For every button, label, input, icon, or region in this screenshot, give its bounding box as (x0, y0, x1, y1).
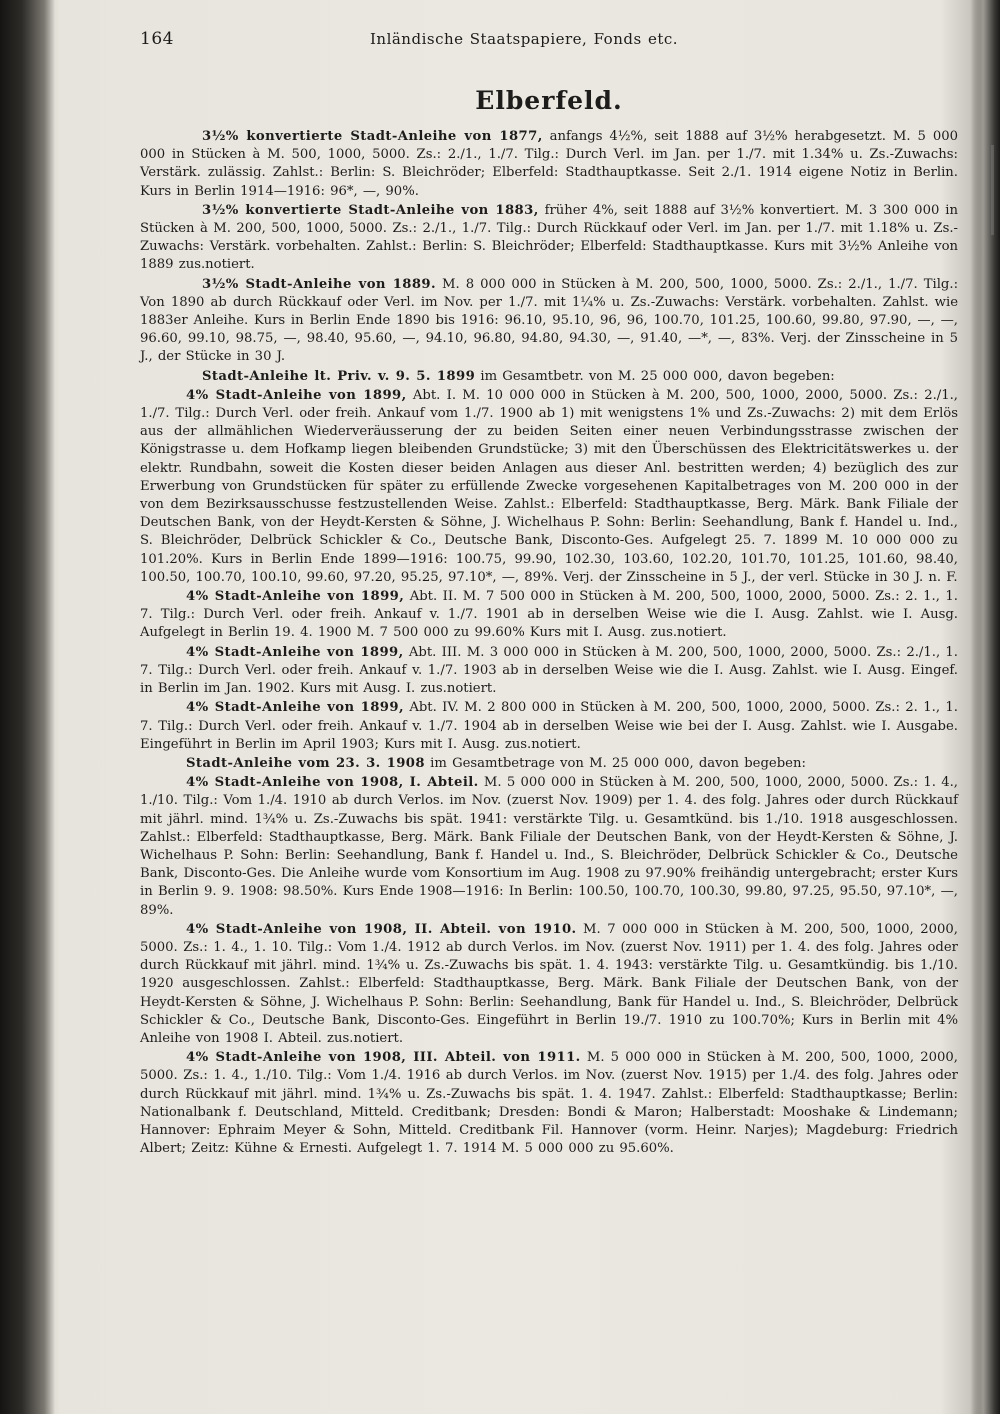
running-header (140, 30, 958, 56)
section-title: Elberfeld. (475, 86, 623, 115)
entry-1883 (140, 202, 958, 275)
entry-heading: 4% Stadt-Anleihe von 1899, (186, 589, 405, 605)
document-page (140, 30, 958, 1159)
running-title: Inländische Staatspapiere, Fonds etc. (369, 30, 679, 48)
entry-text: im Gesamtbetrage von M. 25 000 000, davon begeben: (430, 755, 806, 771)
entry-text: im Gesamtbetr. von M. 25 000 000, davon begeben: (480, 368, 835, 384)
entry-1908-priv (140, 755, 958, 773)
entry-heading: 4% Stadt-Anleihe von 1899, (186, 387, 407, 403)
entry-heading: 4% Stadt-Anleihe von 1908, II. Abteil. von 1910. (186, 921, 577, 937)
entry-heading: 3½% Stadt-Anleihe von 1889. (202, 276, 437, 292)
entry-heading: 3½% konvertierte Stadt-Anleihe von 1883, (202, 202, 539, 218)
entry-1908-abt-2 (140, 921, 958, 1048)
entry-text: M. 5 000 000 in Stücken à M. 200, 500, 1000, 2000, 5000. Zs.: 1. 4., 1./10. Tilg.: Vom 1./4. 1916 ab durch Verlos. im Nov. (zuerst Nov. 1915) per 1./4. des folg. Jahres oder durch Rückkauf mit jährl. mind. 1¾% u. Zs.-Zuwachs bis spät. 1. 4. 1947. Zahlst.: Elberfeld: Stadthauptkasse; Berlin: Nationalbank f. Deutschland, Mitteld. Creditbank; Dresden: Bondi & Maron; Halberstadt: Mooshake & Lindemann; Hannover: Ephraim Meyer & Sohn, Mitteld. Creditbank Fil. Hannover (vorm. Heinr. Narjes); Magdeburg: Friedrich Albert; Zeitz: Kühne & Ernesti. Aufgelegt 1. 7. 1914 M. 5 000 000 zu 95.60%. (140, 1050, 958, 1157)
entry-1908-abt-1 (140, 774, 958, 920)
entry-text: Abt. II. M. 7 500 000 in Stücken à M. 200, 500, 1000, 2000, 5000. Zs.: 2. 1., 1. 7. Tilg.: Durch Verl. oder freih. Ankauf v. 1./7. 1901 ab in derselben Weise wie die I. Ausg. Zahlst. wie I. Ausg. Aufgelegt in Berlin 19. 4. 1900 M. 7 500 000 zu 99.60% Kurs mit I. Ausg. zus.notiert. (140, 589, 959, 641)
entry-heading: 3½% konvertierte Stadt-Anleihe von 1877, (202, 129, 543, 144)
entry-1899-abt-1 (140, 387, 958, 587)
entry-1899-abt-3 (140, 644, 958, 699)
entry-text: M. 7 000 000 in Stücken à M. 200, 500, 1000, 2000, 5000. Zs.: 1. 4., 1. 10. Tilg.: Vom 1./4. 1912 ab durch Verlos. im Nov. (zuerst Nov. 1911) per 1. 4. des folg. Jahres oder durch Rückkauf mit jährl. mind. 1¾% u. Zs.-Zuwachs bis spät. 1. 4. 1943: verstärkte Tilg. u. Gesamtkündig. bis 1./10. 1920 ausgeschlossen. Zahlst.: Elberfeld: Stadthauptkasse, Berg. Märk. Bank Filiale der Deutschen Bank, von der Heydt-Kersten & Söhne, J. Wichelhaus P. Sohn: Berlin: Seehandlung, Bank für Handel u. Ind., S. Bleichröder, Delbrück Schickler & Co., Deutsche Bank, Disconto-Ges. Eingeführt in Berlin 19./7. 1910 zu 100.70%; Kurs in Berlin mit 4% Anleihe von 1908 I. Abteil. zus.notiert. (140, 921, 958, 1046)
entry-1908-abt-3 (140, 1049, 958, 1158)
page-number: 164 (140, 29, 174, 49)
entry-1899-priv (140, 368, 958, 386)
entry-1899-abt-2 (140, 588, 958, 643)
entry-heading: Stadt-Anleihe lt. Priv. v. 9. 5. 1899 (202, 368, 476, 384)
entry-text: M. 5 000 000 in Stücken à M. 200, 500, 1000, 2000, 5000. Zs.: 1. 4., 1./10. Tilg.: Vom 1./4. 1910 ab durch Verlos. im Nov. (zuerst Nov. 1909) per 1. 4. des folg. Jahres oder durch Rückkauf mit jährl. mind. 1¾% u. Zs.-Zuwachs bis spät. 1941: verstärkte Tilg. u. Gesamtkünd. bis 1./10. 1918 ausgeschlossen. Zahlst.: Elberfeld: Stadthauptkasse, Berg. Märk. Bank Filiale der Deutschen Bank, von der Heydt-Kersten & Söhne, J. Wichelhaus P. Sohn: Berlin: Seehandlung, Bank f. Handel u. Ind., S. Bleichröder, Delbrück Schickler & Co., Deutsche Bank, Disconto-Ges. Die Anleihe wurde vom Konsortium im Aug. 1908 zu 97.90% freihändig untergebracht; erster Kurs in Berlin 9. 9. 1908: 98.50%. Kurs Ende 1908—1916: In Berlin: 100.50, 100.70, 100.30, 99.80, 97.25, 95.50, 97.10*, —, 89%. (140, 775, 958, 918)
binding-shadow (0, 0, 55, 1414)
entry-1899-abt-4 (140, 699, 958, 754)
margin-mark (991, 145, 994, 235)
entry-text: Abt. I. M. 10 000 000 in Stücken à M. 200, 500, 1000, 2000, 5000. Zs.: 2./1., 1./7. Tilg.: Durch Verl. oder freih. Ankauf vom 1./7. 1900 ab 1) mit wenigstens 1% und Zs.-Zuwachs: 2) mit dem Erlös aus der allmählichen Wiederveräusserung der zu beiden Seiten einer neuen Verbindungsstrasse zwischen der Königstrasse u. dem Hofkamp liegen bleibenden Grundstücke; 3) mit den Überschüssen des Elektricitätswerkes u. der elektr. Rundbahn, soweit die Kosten dieser beiden Anlagen aus dieser Anl. bestritten werden; 4) bezüglich des zur Erwerbung von Grundstücken für später zu erfüllende Zwecke vorgesehenen Kapitalbetrages von M. 200 000 in der von dem Bezirksausschusse festzustellenden Weise. Zahlst.: Elberfeld: Stadthauptkasse, Berg. Märk. Bank Filiale der Deutschen Bank, von der Heydt-Kersten & Söhne, J. Wichelhaus P. Sohn: Berlin: Seehandlung, Bank f. Handel u. Ind., S. Bleichröder, Delbrück Schickler & Co., Deutsche Bank, Disconto-Ges. Aufgelegt 25. 7. 1899 M. 10 000 000 zu 101.20%. Kurs in Berlin Ende 1899—1916: 100.75, 99.90, 102.30, 103.60, 102.20, 101.70, 101.25, 101.60, 98.40, 100.50, 100.70, 100.10, 99.60, 97.20, 95.25, 97.10*, —, 89%. Verj. der Zinsscheine in 5 J., der verl. Stücke in 30 J. n. F. (140, 387, 958, 585)
entry-heading: 4% Stadt-Anleihe von 1899, (186, 700, 404, 716)
entry-text: früher 4%, seit 1888 auf 3½% konvertiert. M. 3 300 000 in Stücken à M. 200, 500, 1000, 5000. Zs.: 2./1., 1./7. Tilg.: Durch Rückkauf oder Verl. im Jan. per 1./7. mit 1.18% u. Zs.-Zuwachs: Verstärk. vorbehalten. Zahlst.: Berlin: S. Bleichröder; Elberfeld: Stadthauptkasse. Kurs mit 3½% Anleihe von 1889 zus.notiert. (140, 202, 958, 273)
entry-heading: Stadt-Anleihe vom 23. 3. 1908 (186, 755, 425, 771)
page-edge (972, 0, 1000, 1414)
entry-1889 (140, 276, 958, 367)
entry-heading: 4% Stadt-Anleihe von 1908, III. Abteil. von 1911. (186, 1050, 581, 1066)
entry-text: Abt. III. M. 3 000 000 in Stücken à M. 200, 500, 1000, 2000, 5000. Zs.: 2./1., 1. 7. Tilg.: Durch Verl. oder freih. Ankauf v. 1./7. 1903 ab in derselben Weise wie die I. Ausg. Zahlst. wie I. Ausg. Eingef. in Berlin im Jan. 1902. Kurs mit Ausg. I. zus.notiert. (140, 644, 958, 697)
entry-1877 (140, 128, 958, 201)
entry-text: anfangs 4½%, seit 1888 auf 3½% herabgesetzt. M. 5 000 000 in Stücken à M. 500, 1000, 5000. Zs.: 2./1., 1./7. Tilg.: Durch Verl. im Jan. per 1./7. mit 1.34% u. Zs.-Zuwachs: Verstärk. zulässig. Zahlst.: Berlin: S. Bleichröder; Elberfeld: Stadthauptkasse. Seit 2./1. 1914 eigene Notiz in Berlin. Kurs in Berlin 1914—1916: 96*, —, 90%. (140, 129, 959, 199)
entry-text: Abt. IV. M. 2 800 000 in Stücken à M. 200, 500, 1000, 2000, 5000. Zs.: 2. 1., 1. 7. Tilg.: Durch Verl. oder freih. Ankauf v. 1./7. 1904 ab in derselben Weise wie bei der I. Ausg. Zahlst. wie I. Ausgabe. Eingeführt in Berlin im April 1903; Kurs mit I. Ausg. zus.notiert. (140, 700, 958, 752)
entry-heading: 4% Stadt-Anleihe von 1899, (186, 644, 404, 660)
entry-text: M. 8 000 000 in Stücken à M. 200, 500, 1000, 5000. Zs.: 2./1., 1./7. Tilg.: Von 1890 ab durch Rückkauf oder Verl. im Nov. per 1./7. mit 1¼% u. Zs.-Zuwachs: Verstärk. vorbehalten. Zahlst. wie 1883er Anleihe. Kurs in Berlin Ende 1890 bis 1916: 96.10, 95.10, 96, 96, 100.70, 101.25, 100.60, 99.80, 97.90, —, —, 96.60, 99.10, 98.75, —, 98.40, 95.60, —, 94.10, 96.80, 94.80, 94.30, —, 91.40, —*, —, 83%. Verj. der Zinsscheine in 5 J., der Stücke in 30 J. (140, 276, 959, 365)
entry-heading: 4% Stadt-Anleihe von 1908, I. Abteil. (186, 775, 479, 791)
